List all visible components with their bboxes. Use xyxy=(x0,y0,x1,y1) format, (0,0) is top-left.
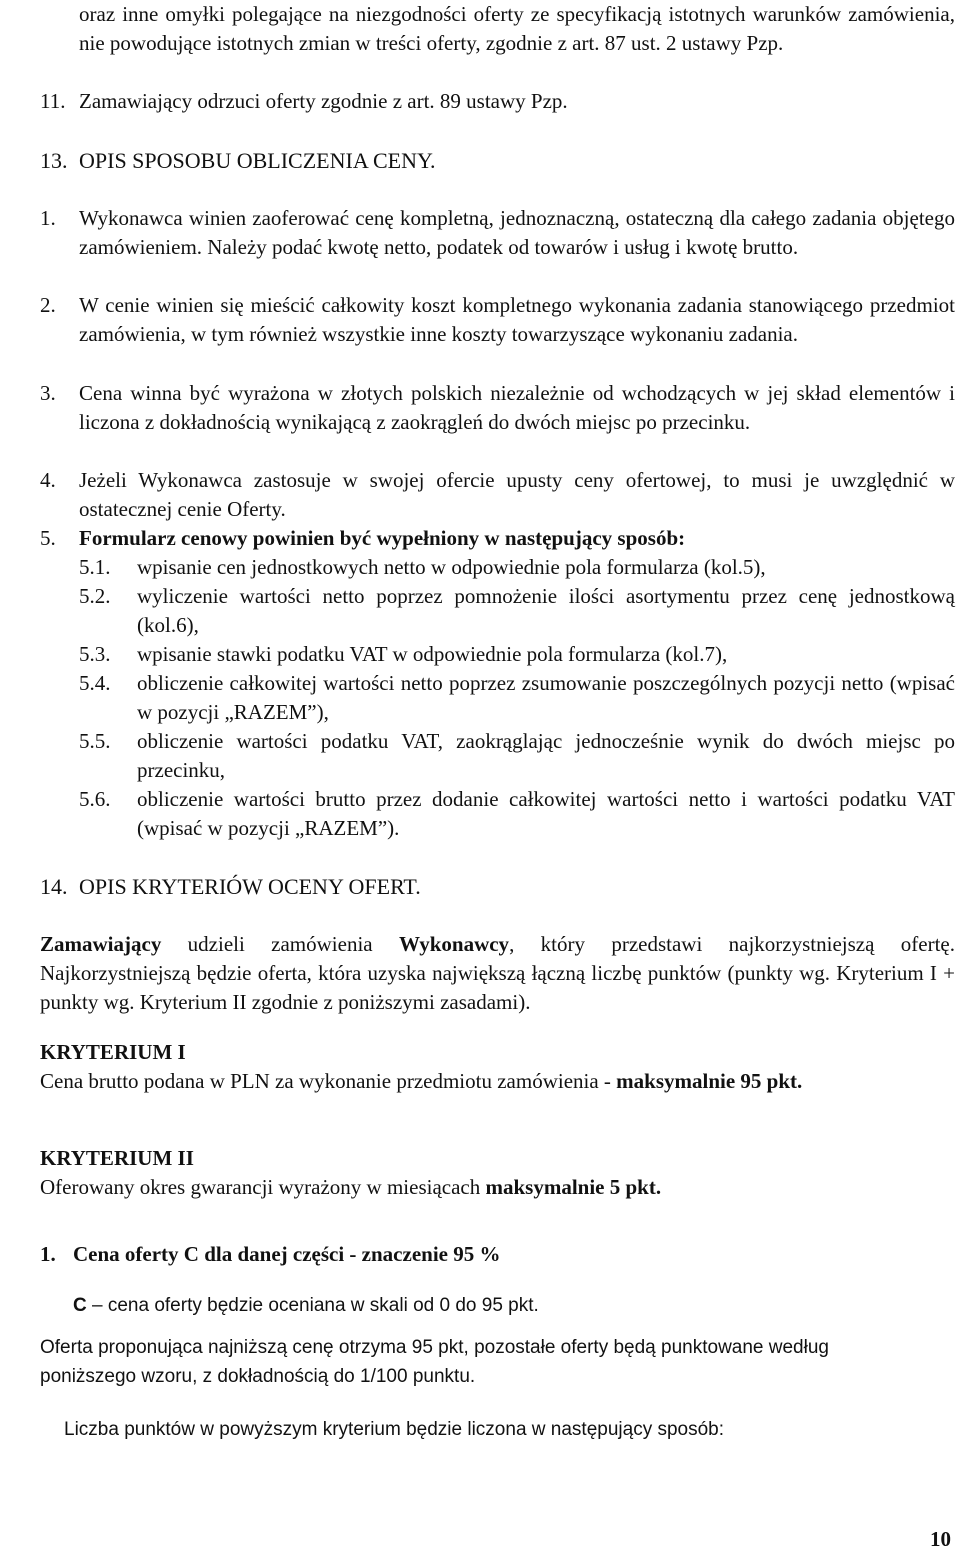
para-text-1: udzieli zamówienia xyxy=(161,932,399,956)
list-item-number: 1. xyxy=(40,206,56,230)
subitem-text: wpisanie cen jednostkowych netto w odpowiednie pola formularza (kol.5), xyxy=(137,555,766,579)
criterion-1-max: maksymalnie 95 pkt. xyxy=(616,1069,803,1093)
page-number: 10 xyxy=(930,1527,951,1551)
criterion-1-desc: Cena brutto podana w PLN za wykonanie przedmiotu zamówienia - xyxy=(40,1069,617,1093)
c-definition xyxy=(73,1291,539,1320)
item-11-number: 11. xyxy=(40,89,66,113)
subitem-number: 5.3. xyxy=(79,642,111,666)
intro-paragraph: oraz inne omyłki polegające na niezgodności oferty ze specyfikacją istotnych warunków zamówienia, nie powodujące istotnych zmian w treści oferty, zgodnie z art. 87 ust. 2 ustawy Pzp. xyxy=(79,2,955,55)
criterion-2-text xyxy=(40,1173,955,1202)
section-14-number: 14. xyxy=(40,874,68,899)
lowest-offer-paragraph: Oferta proponująca najniższą cenę otrzyma 95 pkt, pozostałe oferty będą punktowane według poniższego wzoru, z dokładnością do 1/100 punktu. xyxy=(40,1337,829,1387)
list-item-text xyxy=(79,204,955,262)
subitem-number: 5.1. xyxy=(79,555,111,579)
criterion-1-text xyxy=(40,1067,955,1096)
list-item-text: Jeżeli Wykonawca zastosuje w swojej ofercie upusty ceny ofertowej, to musi je uwzględnić w ostatecznej cenie Oferty. xyxy=(79,468,955,521)
c-symbol: C xyxy=(73,1295,87,1316)
criterion-2-title: KRYTERIUM II xyxy=(40,1146,194,1170)
list-item-text-part-a: Wykonawca winien zaoferować cenę kompletną, jednoznaczną, ostateczną dla całego zadania objętego zamówieniem. xyxy=(79,206,955,259)
criterion-2-desc: Oferowany okres gwarancji wyrażony w miesiącach xyxy=(40,1175,486,1199)
criterion-formula-number: 1. xyxy=(40,1242,56,1266)
item-11-text: Zamawiający odrzuci oferty zgodnie z art. 89 ustawy Pzp. xyxy=(79,89,568,113)
list-item-text: W cenie winien się mieścić całkowity koszt kompletnego wykonania zadania stanowiącego przedmiot zamówienia, w tym również wszystkie inne koszty towarzyszące wykonaniu zadania. xyxy=(79,293,955,346)
subitem-text: wyliczenie wartości netto poprzez pomnożenie ilości asortymentu przez cenę jednostkową (kol.6), xyxy=(137,584,955,637)
criterion-1-title: KRYTERIUM I xyxy=(40,1040,186,1064)
subitem-number: 5.4. xyxy=(79,671,111,695)
criterion-formula-title: Cena oferty C dla danej części - znaczenie 95 % xyxy=(73,1242,501,1266)
bold-wykonawcy: Wykonawcy xyxy=(398,932,510,956)
list-item-number: 4. xyxy=(40,468,56,492)
evaluation-paragraph xyxy=(40,930,955,1017)
section-13-title: OPIS SPOSOBU OBLICZENIA CENY. xyxy=(79,148,436,173)
subitem-text: obliczenie wartości podatku VAT, zaokrąglając jednocześnie wynik do dwóch miejsc po przecinku, xyxy=(137,729,955,782)
list-item-number: 3. xyxy=(40,381,56,405)
list-item-number: 5. xyxy=(40,526,56,550)
subitem-number: 5.5. xyxy=(79,729,111,753)
subitem-text: wpisanie stawki podatku VAT w odpowiednie pola formularza (kol.7), xyxy=(137,642,728,666)
criterion-2-max: maksymalnie 5 pkt. xyxy=(485,1175,662,1199)
list-item-text: Formularz cenowy powinien być wypełniony w następujący sposób: xyxy=(79,526,686,550)
subitem-number: 5.2. xyxy=(79,584,111,608)
subitem-number: 5.6. xyxy=(79,787,111,811)
list-item-number: 2. xyxy=(40,293,56,317)
list-item-text: Cena winna być wyrażona w złotych polskich niezależnie od wchodzących w jej skład elementów i liczona z dokładnością wynikającą z zaokrągleń do dwóch miejsc po przecinku. xyxy=(79,381,955,434)
points-calculation-line: Liczba punktów w powyższym kryterium będzie liczona w następujący sposób: xyxy=(64,1419,725,1440)
c-definition-text: – cena oferty będzie oceniana w skali od 0 do 95 pkt. xyxy=(86,1295,539,1316)
list-item-text-part-b: Należy podać kwotę netto, podatek od towarów i usług i kwotę brutto. xyxy=(202,235,799,259)
section-14-title: OPIS KRYTERIÓW OCENY OFERT. xyxy=(79,874,421,899)
section-13-number: 13. xyxy=(40,148,68,173)
para-text-2: , który przedstawi najkorzystniejszą ofertę. Najkorzystniejszą będzie oferta, która uzyska największą łączną liczbę punktów (punkty wg. Kryterium I + punkty wg. Kryterium II zgodnie z poniższymi zasadami). xyxy=(40,932,955,1014)
bold-zamawiajacy: Zamawiający xyxy=(40,932,162,956)
subitem-text: obliczenie całkowitej wartości netto poprzez zsumowanie poszczególnych pozycji netto (wpisać w pozycji „RAZEM”), xyxy=(137,671,955,724)
subitem-text: obliczenie wartości brutto przez dodanie całkowitej wartości netto i wartości podatku VAT (wpisać w pozycji „RAZEM”). xyxy=(137,787,955,840)
